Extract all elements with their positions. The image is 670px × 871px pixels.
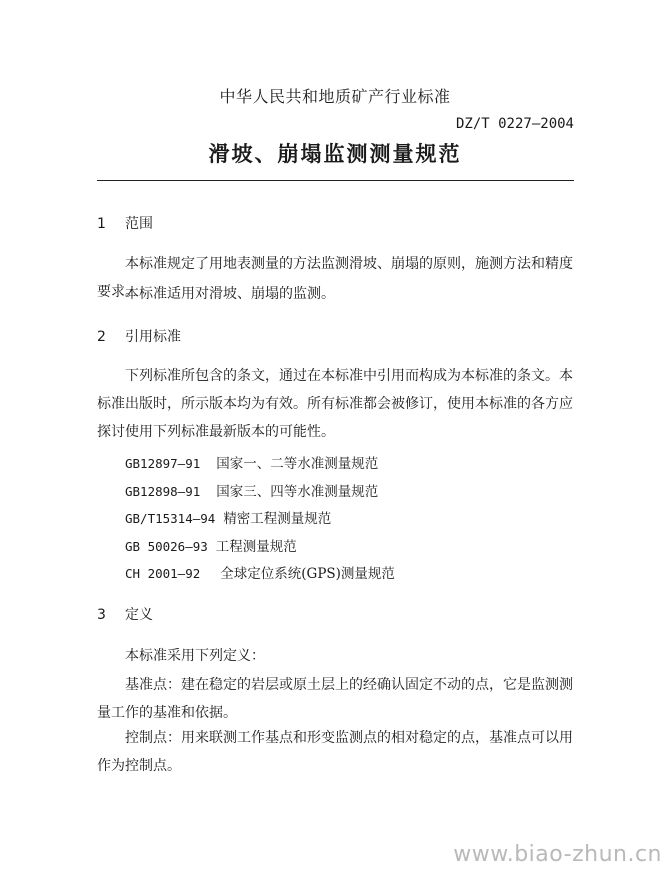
- section-2-heading: [97, 326, 181, 346]
- reference-code: CH 2001—92: [125, 566, 201, 581]
- reference-code: GB/T15314—94: [125, 511, 216, 526]
- reference-item: [125, 452, 378, 472]
- reference-name: 国家三、四等水准测量规范: [216, 484, 379, 500]
- section-number: 3: [97, 607, 106, 623]
- reference-item: [125, 562, 395, 582]
- watermark-text: www.biao-zhun.cn: [453, 842, 662, 867]
- standard-code: DZ/T 0227—2004: [455, 116, 574, 132]
- reference-code: GB12898—91: [125, 484, 201, 499]
- section-title: 引用标准: [125, 329, 181, 345]
- definition-paragraph: 基准点：建在稳定的岩层或原土层上的经确认固定不动的点，它是监测测量工作的基准和依据。: [97, 677, 573, 721]
- reference-name: 工程测量规范: [215, 539, 297, 555]
- section-title: 定义: [125, 607, 153, 623]
- definition-paragraph: 控制点：用来联测工作基点和形变监测点的相对稳定的点，基准点可以用作为控制点。: [97, 730, 573, 774]
- reference-name: 全球定位系统(GPS)测量规范: [220, 566, 395, 582]
- reference-code: GB 50026—93: [125, 539, 208, 554]
- document-title: 滑坡、崩塌监测测量规范: [208, 142, 462, 166]
- section-title: 范围: [125, 216, 153, 232]
- reference-name: 精密工程测量规范: [223, 511, 332, 527]
- paragraph: 下列标准所包含的条文，通过在本标准中引用而构成为本标准的条文。本标准出版时，所示版本均为有效。所有标准都会被修订，使用本标准的各方应探讨使用下列标准最新版本的可能性。: [97, 368, 573, 440]
- reference-item: [125, 535, 297, 555]
- issuing-organization: 中华人民共和地质矿产行业标准: [219, 87, 451, 106]
- reference-item: [125, 507, 331, 527]
- title-divider: [97, 180, 574, 181]
- section-3-heading: [97, 604, 153, 624]
- reference-item: [125, 480, 378, 500]
- paragraph: 本标准规定了用地表测量的方法监测滑坡、崩塌的原则，施测方法和精度要求。: [97, 256, 573, 300]
- section-number: 2: [97, 329, 106, 345]
- section-1-heading: [97, 213, 153, 233]
- reference-name: 国家一、二等水准测量规范: [216, 456, 379, 472]
- reference-code: GB12897—91: [125, 456, 201, 471]
- paragraph: 本标准采用下列定义：: [125, 648, 265, 664]
- section-number: 1: [97, 216, 106, 232]
- paragraph: 本标准适用对滑坡、崩塌的监测。: [125, 286, 335, 302]
